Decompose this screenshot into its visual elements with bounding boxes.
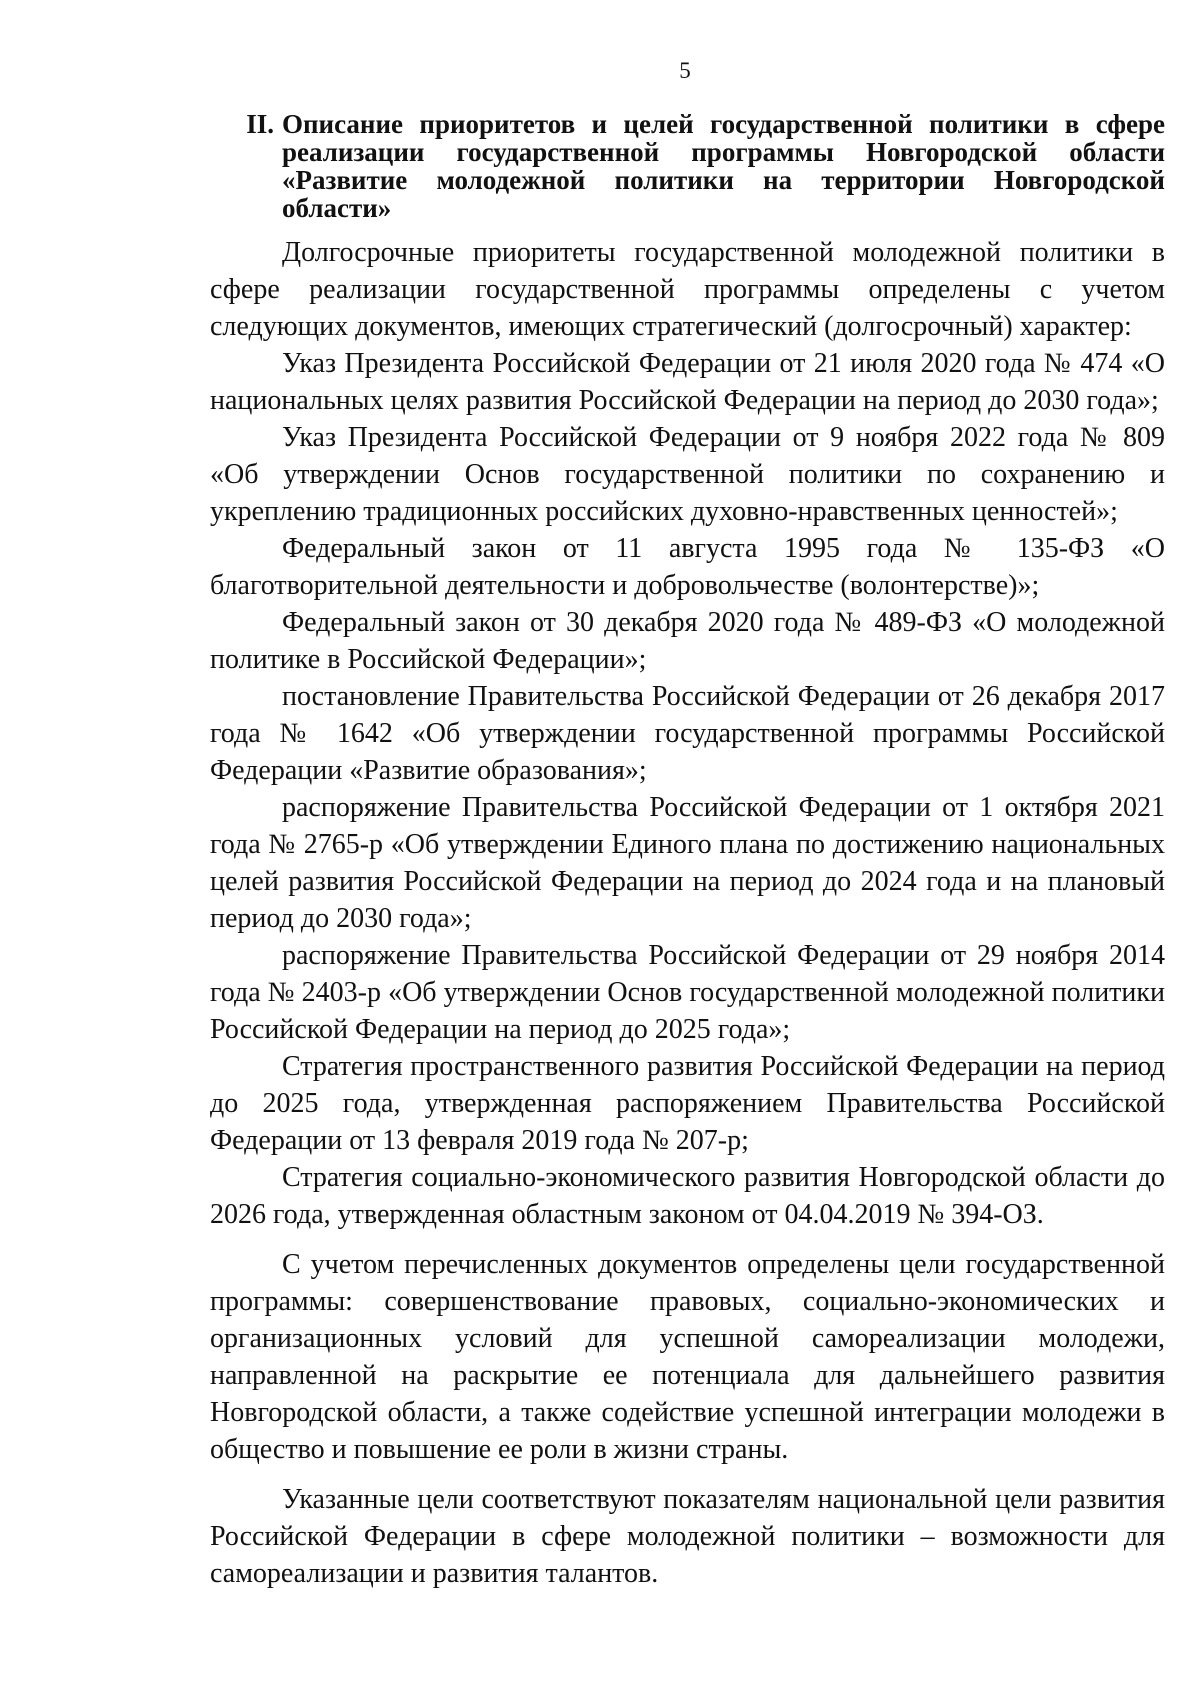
paragraph-resolution-1642: постановление Правительства Российской Федерации от 26 декабря 2017 года № 1642 «Об утверждении государственной программы Российской Федерации «Развитие образования»; (210, 681, 1165, 786)
paragraph-decree-474: Указ Президента Российской Федерации от 21 июля 2020 года № 474 «О национальных целях развития Российской Федерации на период до 2030 года»; (210, 348, 1165, 416)
section-number: II. (246, 109, 274, 139)
paragraph-spatial-strategy: Стратегия пространственного развития Российской Федерации на период до 2025 года, утвержденная распоряжением Правительства Российской Федерации от 13 февраля 2019 года № 207-р; (210, 1051, 1165, 1156)
paragraph-program-goals: С учетом перечисленных документов определены цели государственной программы: совершенствование правовых, социально-экономических и организационных условий для успешной самореализации молодежи, направленной на раскрытие ее потенциала для дальнейшего развития Новгородской области, а также содействие успешной интеграции молодежи в общество и повышение ее роли в жизни страны. (210, 1249, 1165, 1465)
document-body (210, 110, 1165, 1592)
paragraph-order-2403: распоряжение Правительства Российской Федерации от 29 ноября 2014 года № 2403-р «Об утверждении Основ государственной молодежной политики Российской Федерации на период до 2025 года»; (210, 940, 1165, 1045)
page-number: 5 (679, 58, 691, 83)
paragraph-order-2765: распоряжение Правительства Российской Федерации от 1 октября 2021 года № 2765-р «Об утверждении Единого плана по достижению национальных целей развития Российской Федерации на период до 2024 года и на плановый период до 2030 года»; (210, 792, 1165, 934)
paragraph-priorities-intro: Долгосрочные приоритеты государственной молодежной политики в сфере реализации государственной программы определены с учетом следующих документов, имеющих стратегический (долгосрочный) характер: (210, 237, 1165, 342)
paragraph-law-135: Федеральный закон от 11 августа 1995 года № 135-ФЗ «О благотворительной деятельности и добровольчестве (волонтерстве)»; (210, 533, 1165, 601)
section-heading (210, 110, 1165, 222)
paragraph-national-goals: Указанные цели соответствуют показателям национальной цели развития Российской Федерации в сфере молодежной политики – возможности для самореализации и развития талантов. (210, 1484, 1165, 1589)
paragraph-regional-strategy: Стратегия социально-экономического развития Новгородской области до 2026 года, утвержденная областным законом от 04.04.2019 № 394-ОЗ. (210, 1162, 1165, 1230)
section-title: Описание приоритетов и целей государственной политики в сфере реализации государственной программы Новгородской области «Развитие молодежной политики на территории Новгородской области» (282, 109, 1165, 223)
paragraph-law-489: Федеральный закон от 30 декабря 2020 года № 489-ФЗ «О молодежной политике в Российской Федерации»; (210, 607, 1165, 675)
paragraph-decree-809: Указ Президента Российской Федерации от 9 ноября 2022 года № 809 «Об утверждении Основ государственной политики по сохранению и укреплению традиционных российских духовно-нравственных ценностей»; (210, 422, 1165, 527)
